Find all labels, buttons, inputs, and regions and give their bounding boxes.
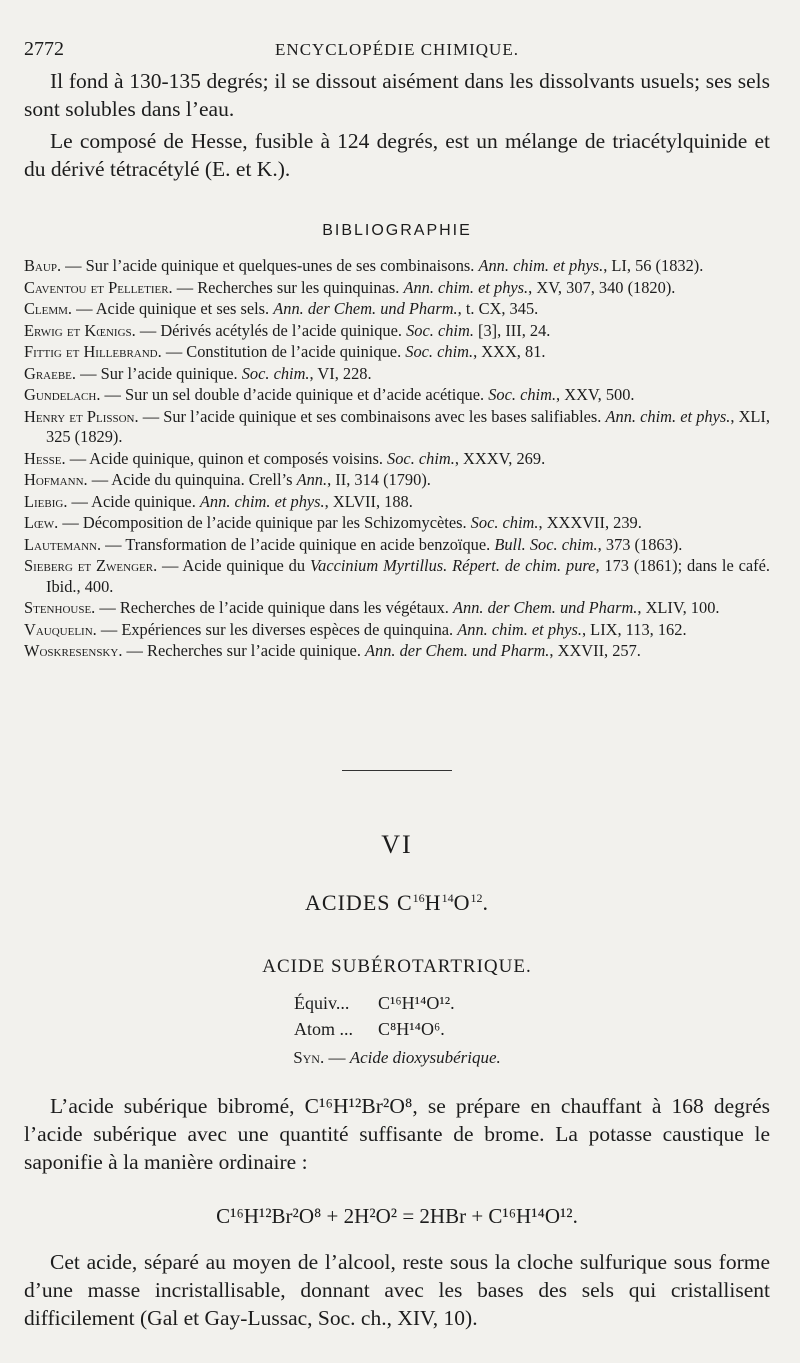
bibliography-author: Fittig et Hillebrand. (24, 342, 162, 361)
synonym-label: Syn. (293, 1048, 325, 1067)
bibliography-entry (24, 342, 770, 363)
bibliography-text: — Constitution de l’acide quinique. (161, 342, 406, 361)
bibliography-journal: Soc. chim. (488, 385, 557, 404)
bibliography-ref: , XLVII, 188. (324, 491, 413, 511)
bibliography-ref: , 373 (1863). (597, 534, 683, 554)
bibliography-text: — Acide quinique. (67, 491, 200, 511)
bibliography-entry (24, 556, 770, 597)
bibliography-author: Hofmann. (24, 470, 88, 489)
section-title-sup: 14 (441, 891, 454, 905)
bibliography-text: — Recherches de l’acide quinique dans les végétaux. (95, 598, 453, 617)
bibliography-author: Lautemann. (24, 534, 102, 554)
bibliography-author: Gundelach. (24, 385, 101, 404)
synonym-dash: — (324, 1048, 350, 1067)
bibliography-entry (24, 364, 770, 385)
paragraph-melting-point (24, 67, 770, 123)
bibliography-entry (24, 321, 770, 342)
bibliography-journal: Ann. der Chem. und Pharm. (365, 641, 550, 660)
bibliography-ref: [3], III, 24. (473, 320, 551, 340)
bibliography-journal: Soc. chim. (405, 342, 474, 361)
bibliography-ref: , XXX, 81. (473, 342, 546, 361)
bibliography-entry (24, 620, 770, 641)
bibliography-entry (24, 513, 770, 534)
bibliography-text: — Acide du quinquina. Crell’s (87, 470, 297, 489)
bibliography-ref: , t. CX, 345. (457, 299, 539, 318)
bibliography-author: Graebe. (24, 363, 76, 383)
atom-formula: C⁸H¹⁴O⁶. (378, 1019, 445, 1039)
bibliography-ref: , XLI, 325 (1829). (46, 406, 770, 446)
bibliography-ref: , XXXVII, 239. (538, 513, 642, 532)
equiv-label: Équiv... (294, 993, 350, 1013)
bibliography-author: Caventou et Pelletier. (24, 277, 173, 297)
equiv-row (294, 990, 455, 1016)
bibliography-journal: Ann. chim. et phys. (199, 491, 325, 511)
equiv-formula: C¹⁶H¹⁴O¹². (378, 993, 455, 1013)
section-title-sup: 16 (412, 891, 425, 905)
bibliography-ref: , 173 (1861); dans le café. Ibid., 400. (46, 556, 770, 596)
bibliography-entry (24, 535, 770, 556)
paragraph-text: Il fond à 130-135 degrés; il se dissout aisément dans les dissolvants usuels; ses sels sont solubles dans l’eau. (24, 69, 770, 121)
chemical-equation: C¹⁶H¹²Br²O⁸ + 2H²O² = 2HBr + C¹⁶H¹⁴O¹². (216, 1204, 578, 1228)
bibliography-author: Lœw. (24, 513, 59, 532)
bibliography-journal: Ann. chim. et phys. (457, 619, 582, 639)
bibliography-journal: Ann. chim. et phys. (478, 256, 604, 275)
bibliography-ref: , II, 314 (1790). (327, 470, 431, 489)
bibliography-author: Baup. (24, 256, 62, 275)
bibliography-entry (24, 385, 770, 406)
bibliography-author: Hesse. (24, 448, 66, 468)
bibliography-text: — Recherches sur l’acide quinique. (122, 641, 366, 660)
bibliography-author: Sieberg et Zwenger. (24, 556, 158, 575)
subsection-title: ACIDE SUBÉROTARTRIQUE. (262, 956, 532, 977)
bibliography-text: — Recherches sur les quinquinas. (172, 277, 404, 297)
bibliography-ref: , XLIV, 100. (637, 598, 720, 617)
bibliography-author: Vauquelin. (24, 619, 97, 639)
bibliography-text: — Sur un sel double d’acide quinique et d’acide acétique. (100, 385, 489, 404)
paragraph-text: Cet acide, séparé au moyen de l’alcool, reste sous la cloche sulfurique sous forme d’une masse incristallisable, donnant avec les bases des sels qui cristallisent difficilement (Gal et Gay-Lussac, Soc. ch., XIV, 10). (24, 1250, 770, 1330)
bibliography-journal: Bull. Soc. chim. (494, 534, 598, 554)
atom-label: Atom ... (294, 1019, 354, 1039)
bibliography-entry (24, 407, 770, 448)
bibliography-text: — Acide quinique et ses sels. (72, 299, 274, 318)
bibliography-author: Clemm. (24, 299, 73, 318)
bibliography-ref: , XXVII, 257. (549, 641, 641, 660)
section-title-sup: 12 (470, 891, 483, 905)
bibliography-ref: , XV, 307, 340 (1820). (528, 277, 676, 297)
bibliography-entry (24, 470, 770, 491)
bibliography-author: Woskresensky. (24, 641, 123, 660)
bibliography-ref: , VI, 228. (309, 363, 372, 383)
bibliography-author: Stenhouse. (24, 598, 96, 617)
section-title-text: ACIDES C (305, 890, 413, 915)
bibliography-text: — Acide quinique du (157, 556, 310, 575)
bibliography-text: — Sur l’acide quinique. (76, 363, 242, 383)
bibliography-journal: Ann. chim. et phys. (605, 406, 731, 426)
bibliography-text: — Expériences sur les diverses espèces de quinquina. (96, 619, 458, 639)
bibliography-text: — Dérivés acétylés de l’acide quinique. (135, 320, 407, 340)
page-header (24, 38, 770, 64)
bibliography-text: — Sur l’acide quinique et quelques-unes de ses combinaisons. (61, 256, 479, 275)
bibliography-title: BIBLIOGRAPHIE (322, 222, 472, 239)
section-divider (342, 770, 452, 771)
bibliography-entry (24, 278, 770, 299)
bibliography-journal: Soc. chim. (406, 320, 474, 340)
section-title-text: H (424, 890, 442, 915)
bibliography-text: — Transformation de l’acide quinique en acide benzoïque. (101, 534, 495, 554)
section-title (24, 890, 770, 916)
bibliography-ref: , XXXV, 269. (454, 448, 546, 468)
synonym-line (24, 1048, 770, 1068)
bibliography-text: — Sur l’acide quinique et ses combinaisons avec les bases salifiables. (138, 406, 606, 426)
formula-block (294, 990, 455, 1042)
bibliography-entry (24, 299, 770, 320)
bibliography-journal: Ann. der Chem. und Pharm. (453, 598, 638, 617)
section-title-text: . (482, 890, 489, 915)
bibliography-ref: , LI, 56 (1832). (603, 256, 704, 275)
bibliography-author: Henry et Plisson. (24, 406, 139, 426)
bibliography-entry (24, 598, 770, 619)
bibliography-entry (24, 492, 770, 513)
bibliography-author: Erwig et Kœnigs. (24, 320, 136, 340)
page-number: 2772 (24, 38, 64, 60)
synonym-text: Acide dioxysubérique. (349, 1048, 501, 1067)
bibliography-ref: , XXV, 500. (556, 385, 635, 404)
section-title-text: O (453, 890, 471, 915)
paragraph-text: Le composé de Hesse, fusible à 124 degrés, est un mélange de triacétylquinide et du dérivé tétracétylé (E. et K.). (24, 129, 770, 181)
bibliography-list (24, 256, 770, 663)
bibliography-author: Liebig. (24, 491, 68, 511)
bibliography-journal: Ann. chim. et phys. (403, 277, 529, 297)
bibliography-text: — Acide quinique, quinon et composés voisins. (65, 448, 388, 468)
bibliography-entry (24, 641, 770, 662)
bibliography-journal: Soc. chim. (387, 448, 455, 468)
bibliography-ref: , LIX, 113, 162. (581, 619, 687, 639)
section-number: VI (381, 830, 413, 859)
bibliography-journal: Soc. chim. (241, 363, 310, 383)
paragraph-properties (24, 1248, 770, 1332)
bibliography-journal: Ann. (296, 470, 328, 489)
paragraph-hesse-compound (24, 127, 770, 183)
paragraph-text: L’acide subérique bibromé, C¹⁶H¹²Br²O⁸, se prépare en chauffant à 168 degrés l’acide subérique avec une quantité suffisante de brome. La potasse caustique le saponifie à la manière ordinaire : (24, 1094, 770, 1174)
paragraph-preparation (24, 1092, 770, 1176)
bibliography-journal: Vaccinium Myrtillus. Répert. de chim. pure (309, 556, 596, 575)
bibliography-entry (24, 449, 770, 470)
bibliography-text: — Décomposition de l’acide quinique par les Schizomycètes. (58, 513, 471, 532)
bibliography-journal: Soc. chim. (470, 513, 539, 532)
running-head: ENCYCLOPÉDIE CHIMIQUE. (275, 40, 519, 59)
atom-row (294, 1016, 455, 1042)
bibliography-entry (24, 256, 770, 277)
bibliography-journal: Ann. der Chem. und Pharm. (273, 299, 458, 318)
